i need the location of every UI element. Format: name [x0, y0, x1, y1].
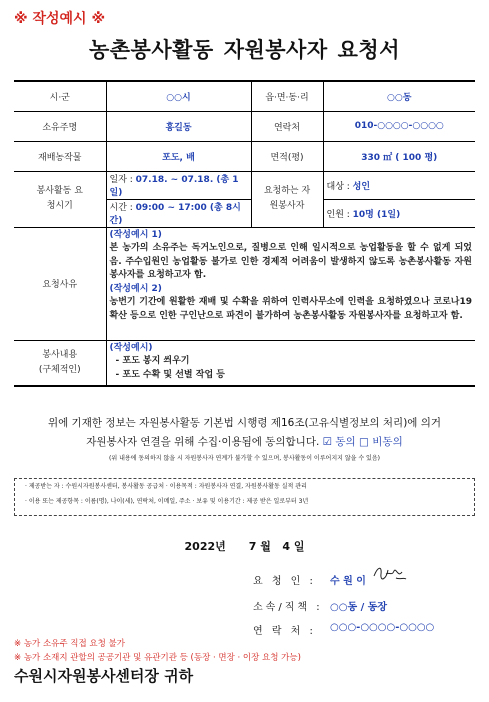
target-cell	[323, 171, 475, 199]
city-value: ○○시	[106, 81, 251, 111]
time-label: 시간 :	[109, 203, 133, 213]
date-day: 4 일	[282, 540, 305, 553]
affiliation-label: 소속/직책 :	[253, 602, 323, 613]
owner-label: 소유주명	[14, 111, 106, 141]
volunteer-label: 요청하는 자원봉사자	[251, 171, 323, 227]
content-label	[14, 340, 106, 386]
requester-label: 요 청 인 :	[253, 576, 316, 587]
sample-tag: ※ 작성예시 ※	[14, 11, 106, 27]
target-value: 성인	[352, 181, 371, 192]
date-month: 7 월	[248, 540, 271, 553]
consent-line-1: 위에 기재한 정보는 자원봉사활동 기본법 시행령 제16조(고유식별정보의 처리)에 의거	[47, 417, 442, 429]
consent-line-2-text: 자원봉사자 연결을 위해 수집·이용됨에 동의합니다.	[86, 436, 320, 448]
date-value: 07.18. ~ 07.18. (총 1일)	[109, 175, 239, 198]
count-value: 10명 (1일)	[352, 209, 401, 220]
owner-value: 홍길동	[106, 111, 251, 141]
request-date	[0, 538, 489, 554]
disagree-checkbox[interactable]: □ 비동의	[359, 436, 403, 448]
crop-label: 재배농작물	[14, 141, 106, 171]
request-form-table	[14, 80, 475, 387]
date-cell	[106, 171, 251, 199]
note-1: ※ 농가 소유주 직접 요청 불가	[14, 639, 125, 649]
note-2: ※ 농가 소재지 관할의 공공기관 및 유관기관 등 (동장 · 면장 · 이장 요청 가능)	[14, 653, 301, 663]
contact-label: 연락처	[251, 111, 323, 141]
content-example-title: (작성예시)	[109, 342, 153, 353]
reason-example-1-text: 본 농가의 소유주는 독거노인으로, 질병으로 인해 일시적으로 농업활동을 할 수 없게 되었음. 주수입원인 농업활동 불가로 인한 경제적 어려움이 발생하지 않도록 농촌봉사활동 자원봉사자를 요청하고자 함.	[109, 243, 472, 280]
reason-example-2-text: 농번기 기간에 원활한 재배 및 수확을 위하여 인력사무소에 인력을 요청하였으나 코로나19 확산 등으로 인한 구인난으로 파견이 불가하여 농촌봉사활동 자원봉사자를 요청하고자 함.	[109, 297, 472, 321]
contact-value: 010-○○○○-○○○○	[323, 111, 475, 141]
content-label-1: 봉사내용	[42, 349, 78, 360]
content-cell	[106, 340, 475, 386]
target-label: 대상 :	[326, 181, 350, 192]
town-value: ○○동	[323, 81, 475, 111]
count-cell	[323, 199, 475, 227]
signature-image	[372, 562, 408, 588]
addressee: 수원시자원봉사센터장 귀하	[14, 667, 194, 685]
title-part-1: 농촌봉사활동	[88, 38, 214, 62]
title-part-3: 요청서	[337, 38, 400, 62]
consent-line-2	[14, 433, 475, 452]
requester-value: 수 원 이	[330, 576, 366, 587]
town-label: 읍·면·동·리	[251, 81, 323, 111]
info-box	[14, 478, 475, 516]
reason-cell	[106, 227, 475, 340]
time-cell	[106, 199, 251, 227]
content-item-1: - 포도 봉지 씌우기	[115, 356, 190, 366]
info-line-1: · 제공받는 자 : 수원시자원봉사센터, 봉사활동 공급처 · 이용목적 : 자원봉사자 연결, 자원봉사활동 실적 관리	[25, 483, 307, 490]
area-value: 330 ㎡ ( 100 평)	[323, 141, 475, 171]
date-label: 일자 :	[109, 175, 133, 185]
consent-note: (위 내용에 동의하지 않을 시 자원봉사자 연계가 불가할 수 있으며, 봉사활동이 이루어지지 않을 수 있음)	[109, 455, 380, 462]
content-item-2: - 포도 수확 및 선별 작업 등	[115, 369, 225, 380]
reason-example-2-title: (작성예시 2)	[109, 283, 162, 294]
count-label: 인원 :	[326, 209, 350, 220]
date-year: 2022년	[184, 540, 226, 553]
consent-statement	[14, 414, 475, 452]
city-label: 시·군	[14, 81, 106, 111]
sign-contact-value: ○○○-○○○○-○○○○	[330, 622, 435, 633]
period-label: 봉사활동 요청시기	[14, 171, 106, 227]
agree-checkbox[interactable]: ☑ 동의	[322, 436, 356, 448]
info-line-2: · 이용 또는 제공항목 : 이름(명), 나이(세), 연락처, 이메일, 주소 · 보유 및 이용기간 : 제공 받은 일로부터 3년	[25, 498, 309, 505]
area-label: 면적(평)	[251, 141, 323, 171]
sign-contact-label: 연 락 처 :	[253, 626, 316, 637]
affiliation-value: ○○동 / 동장	[330, 602, 388, 613]
title-part-2: 자원봉사자	[223, 38, 328, 62]
reason-example-1-title: (작성예시 1)	[109, 229, 162, 240]
page-title	[0, 34, 489, 64]
crop-value: 포도, 배	[106, 141, 251, 171]
content-label-2: (구체적인)	[38, 364, 81, 375]
reason-label: 요청사유	[14, 227, 106, 340]
time-value: 09:00 ~ 17:00 (총 8시간)	[109, 203, 241, 226]
